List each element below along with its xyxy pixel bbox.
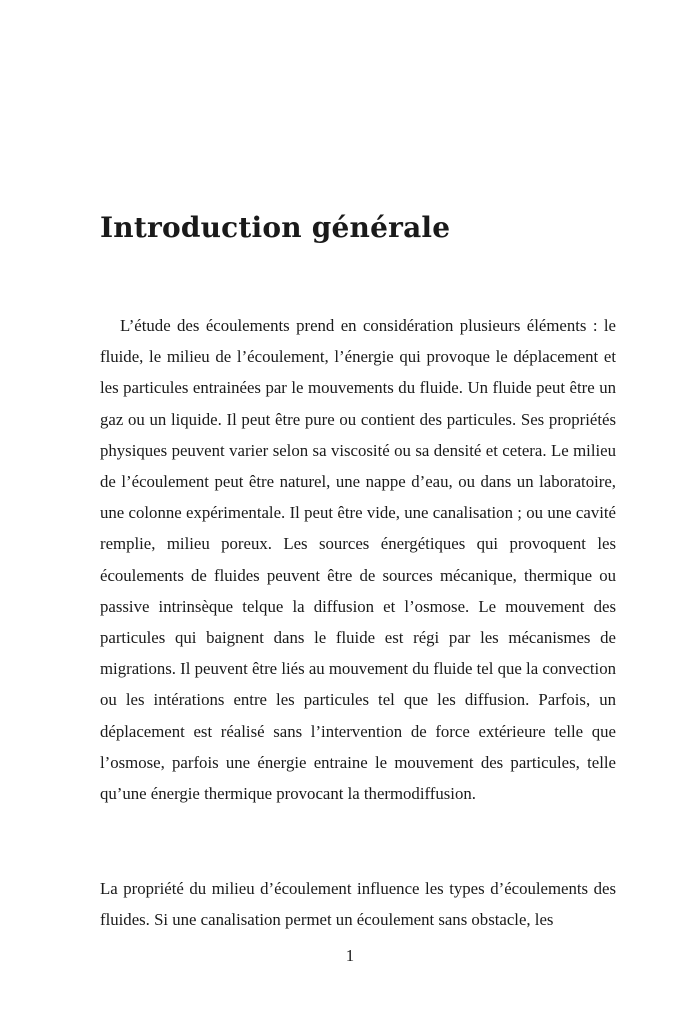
paragraph-intro: L’étude des écoulements prend en considération plusieurs éléments : le fluide, le milieu de l’écoulement, l’énergie qui provoque le déplacement et les particules entrainées par le mouvements du fluide. Un fluide peut être un gaz ou un liquide. Il peut être pure ou contient des particules. Ses propriétés physiques peuvent varier selon sa viscosité ou sa densité et cetera. Le milieu de l’écoulement peut être naturel, une nappe d’eau, ou dans un laboratoire, une colonne expérimentale. Il peut être vide, une canalisation ; ou une cavité remplie, milieu poreux. Les sources énergétiques qui provoquent les écoulements de fluides peuvent être de sources mécanique, thermique ou passive intrinsèque telque la diffusion et l’osmose. Le mouvement des particules qui baignent dans le fluide est régi par les mécanismes de migrations. Il peuvent être liés au mouvement du fluide tel que la convection ou les intérations entre les particules tel que les diffusion. Parfois, un déplacement est réalisé sans l’intervention de force extérieure telle que l’osmose, parfois une énergie entraine le mouvement des particules, telle qu’une énergie thermique provocant la thermodiffusion.: [100, 316, 616, 804]
chapter-title: Introduction générale: [100, 211, 451, 244]
paragraph-milieu: La propriété du milieu d’écoulement influence les types d’écoulements des fluides. Si une canalisation permet un écoulement sans obstacle, les: [100, 879, 616, 930]
page-number: 1: [345, 946, 355, 965]
